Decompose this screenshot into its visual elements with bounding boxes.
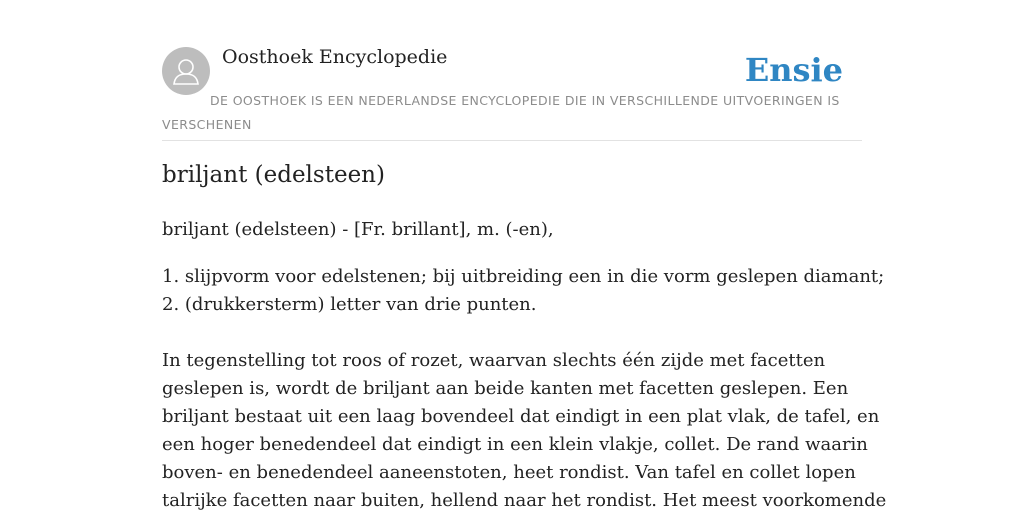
user-avatar-icon[interactable] — [162, 47, 210, 95]
site-title-link[interactable]: Oosthoek Encyclopedie — [222, 46, 448, 68]
body-line: boven- en benedendeel aaneenstoten, heet rondist. Van tafel en collet lopen — [162, 462, 856, 483]
meaning-item: 1. slijpvorm voor edelstenen; bij uitbreiding een in die vorm geslepen diamant; — [162, 266, 885, 287]
body-line: briljant bestaat uit een laag bovendeel dat eindigt in een plat vlak, de tafel, en — [162, 406, 880, 427]
site-header — [162, 0, 862, 141]
body-line: talrijke facetten naar buiten, hellend naar het rondist. Het meest voorkomende — [162, 490, 887, 511]
page — [162, 0, 887, 511]
site-tagline: DE OOSTHOEK IS EEN NEDERLANDSE ENCYCLOPEDIE DIE IN VERSCHILLENDE UITVOERINGEN IS VERSCHENEN — [162, 93, 840, 132]
article-meanings — [162, 263, 884, 319]
body-line: geslepen is, wordt de briljant aan beide kanten met facetten geslepen. Een — [162, 378, 849, 399]
ensie-logo-link[interactable]: Ensie — [744, 51, 843, 89]
article-title: briljant (edelsteen) — [162, 162, 385, 188]
body-line: In tegenstelling tot roos of rozet, waarvan slechts één zijde met facetten — [162, 350, 826, 371]
meaning-item: 2. (drukkersterm) letter van drie punten. — [162, 294, 537, 315]
article-lemma: briljant (edelsteen) - [Fr. brillant], m. (-en), — [162, 219, 554, 240]
body-line: een hoger benedendeel dat eindigt in een klein vlakje, collet. De rand waarin — [162, 434, 868, 455]
article-body — [162, 347, 887, 515]
